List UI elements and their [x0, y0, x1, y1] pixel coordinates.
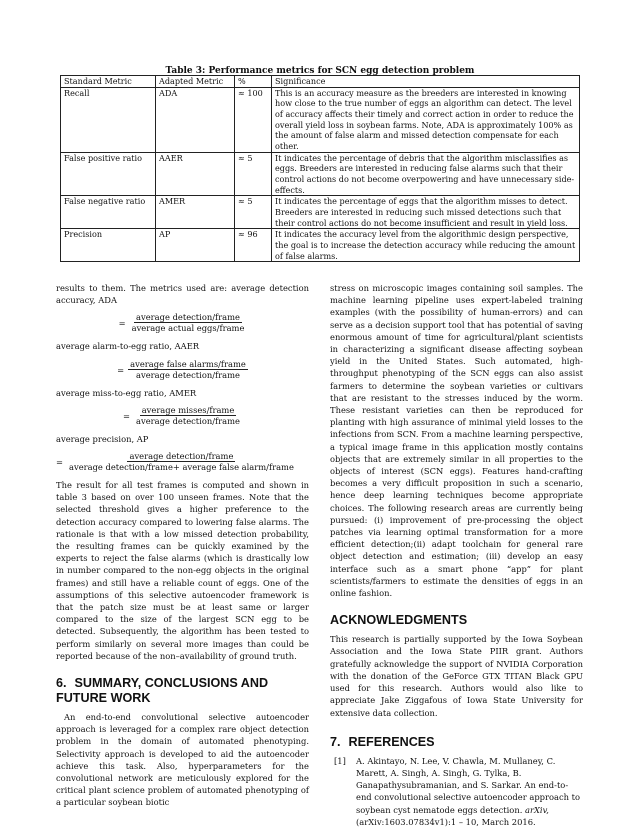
cell-percent: ≈ 100	[235, 87, 272, 152]
cell-significance: This is an accuracy measure as the breeders are interested in knowing how close to the true number of eggs an algorithm can detect. The level of accuracy affects their timely and correct action in order to reduce the overall yield loss in soybean farms. Note, ADA is approximately 100% as the amount of false alarm and missed detection compensate for each other.	[272, 87, 580, 152]
cell-percent: ≈ 5	[235, 152, 272, 196]
cell-adapted: AMER	[156, 196, 235, 229]
cell-metric: Recall	[61, 87, 156, 152]
reference-authors-title: A. Akintayo, N. Lee, V. Chawla, M. Mullaney, C. Marett, A. Singh, A. Singh, G. Tylka, B. Ganapathysubramanian, and S. Sarkar. An end-to-end convolutional selective autoencoder approach to soybean cyst nematode eggs detection.	[356, 755, 581, 815]
eq-denominator: average actual eggs/frame	[131, 323, 245, 334]
cell-metric: Precision	[61, 229, 156, 262]
table-header-row	[61, 76, 580, 88]
header-percent: %	[235, 76, 272, 88]
section-heading-references	[330, 735, 583, 750]
cell-significance: It indicates the accuracy level from the algorithmic design perspective, the goal is to increase the detection accuracy while reducing the amount of false alarms.	[272, 229, 580, 262]
cell-percent: ≈ 96	[235, 229, 272, 262]
section-heading-summary	[56, 676, 309, 706]
eq-numerator: average detection/frame	[129, 451, 234, 462]
reference-item	[330, 755, 583, 828]
cell-percent: ≈ 5	[235, 196, 272, 229]
reference-venue: arXiv,	[525, 804, 549, 815]
eq-denominator: average detection/frame+ average false alarm/frame	[69, 462, 294, 473]
equals-sign: =	[117, 364, 125, 375]
cell-significance: It indicates the percentage of eggs that the algorithm misses to detect. Breeders are interested in reducing such missed detections such that their control actions do not become insufficient and result in yield loss.	[272, 196, 580, 229]
equation-amer	[56, 405, 309, 427]
section-title: SUMMARY, CONCLUSIONS AND FUTURE WORK	[56, 676, 269, 706]
eq-numerator: average detection/frame	[136, 312, 240, 323]
amer-label: average miss-to-egg ratio, AMER	[56, 387, 197, 398]
results-paragraph: The result for all test frames is computed and shown in table 3 based on over 100 unseen frames. Note that the selected threshold gives a higher preference to the detection accuracy compared to lowering false alarms. The rationale is that with a low missed detection probability, the resulting frames can be quickly examined by the experts to reject the false alarms (which is drastically low in number compared to the non-egg objects in the original frames) and still have a reliable count of eggs. One of the assumptions of this selective autoencoder framework is that the patch size must be at least same or larger compared to the size of the largest SCN egg to be detected. Subsequently, the algorithm has been tested to perform similarly on several more images than could be reported because of the non–availability of ground truth.	[56, 480, 309, 661]
equals-sign: =	[118, 318, 126, 329]
summary-continued-paragraph: stress on microscopic images containing soil samples. The machine learning pipeline uses expert-labeled training examples (with the possibility of human-errors) and can serve as a decision support tool that has potential of saving enormous amount of time for agricultural/plant scientists in characterizing a significant disease affecting soybean yield in the United States. Such automated, high-throughput phenotyping of the SCN eggs can also assist farmers to determine the soybean varieties or cultivars that are resistant to the stresses induced by the worm. These resistant varieties can then be reproduced for planting with high assurance of minimal yield losses to the infections from SCN. From a machine learning perspective, a typical image frame in this application mostly contains objects that are extremely similar in all properties to the objects of interest (SCN eggs). Features hand-crafting becomes a very difficult proposition in such a scenario, hence deep learning techniques become appropriate choices. The following research areas are currently being pursued: (i) improvement of pre-processing the object patches via learning optimal transformation for a more efficient detection;(ii) adapt toolchain for general rare object detection and estimation; (iii) develop an easy interface such as a smart phone “app” for plant scientists/farmers to estimate the densities of eggs in an online fashion.	[330, 283, 583, 599]
ap-label: average precision, AP	[56, 433, 149, 444]
cell-metric: False positive ratio	[61, 152, 156, 196]
eq-numerator: average misses/frame	[141, 404, 235, 415]
cell-significance: It indicates the percentage of debris that the algorithm misclassifies as eggs. Breeders are interested in reducing false alarms such that their control actions do not become overpowering and have unnecessary side-effects.	[272, 152, 580, 196]
equals-sign: =	[56, 456, 63, 467]
eq-denominator: average detection/frame	[136, 369, 240, 380]
section-number: 7.	[330, 734, 341, 749]
equation-ap	[56, 451, 309, 473]
cell-metric: False negative ratio	[61, 196, 156, 229]
metrics-intro: results to them. The metrics used are: average detection accuracy, ADA	[56, 283, 309, 306]
summary-paragraph: An end-to-end convolutional selective autoencoder approach is leveraged for a complex rare object detection problem in the domain of automated phenotyping. Selectivity approach is developed to aid the autoencoder achieve this task. Also, hyperparameters for the convolutional network are meticulously explored for the critical plant science problem of automated phenotyping of a particular soybean biotic	[56, 712, 309, 808]
equation-aaer	[56, 359, 309, 381]
cell-adapted: ADA	[156, 87, 235, 152]
reference-number: [1]	[334, 755, 346, 766]
reference-text	[356, 755, 583, 828]
header-adapted-metric: Adapted Metric	[156, 76, 235, 88]
equals-sign: =	[123, 410, 131, 421]
table-caption: Table 3: Performance metrics for SCN egg detection problem	[165, 66, 475, 76]
header-standard-metric: Standard Metric	[61, 76, 156, 88]
performance-table	[60, 75, 580, 262]
eq-denominator: average detection/frame	[136, 415, 240, 426]
acknowledgments-paragraph: This research is partially supported by the Iowa Soybean Association and the Iowa State PIIR grant. Authors gratefully acknowledge the support of NVIDIA Corporation with the donation of the GeForce GTX TITAN Black GPU used for this research. Authors would also like to appreciate Jake Ziggafous of Iowa State University for extensive data collection.	[330, 634, 583, 718]
table-row	[61, 87, 580, 152]
cell-adapted: AAER	[156, 152, 235, 196]
table-row	[61, 229, 580, 262]
aaer-label: average alarm-to-egg ratio, AAER	[56, 341, 200, 352]
right-column	[330, 282, 583, 828]
table-row	[61, 196, 580, 229]
left-column	[56, 282, 309, 809]
eq-numerator: average false alarms/frame	[130, 358, 246, 369]
cell-adapted: AP	[156, 229, 235, 262]
equation-ada	[56, 312, 309, 334]
section-number: 6.	[56, 676, 67, 691]
section-heading-acknowledgments: ACKNOWLEDGMENTS	[330, 613, 468, 628]
section-title: REFERENCES	[348, 734, 435, 749]
header-significance: Significance	[272, 76, 580, 88]
table-row	[61, 152, 580, 196]
reference-details: (arXiv:1603.07834v1):1 – 10, March 2016.	[356, 816, 536, 827]
